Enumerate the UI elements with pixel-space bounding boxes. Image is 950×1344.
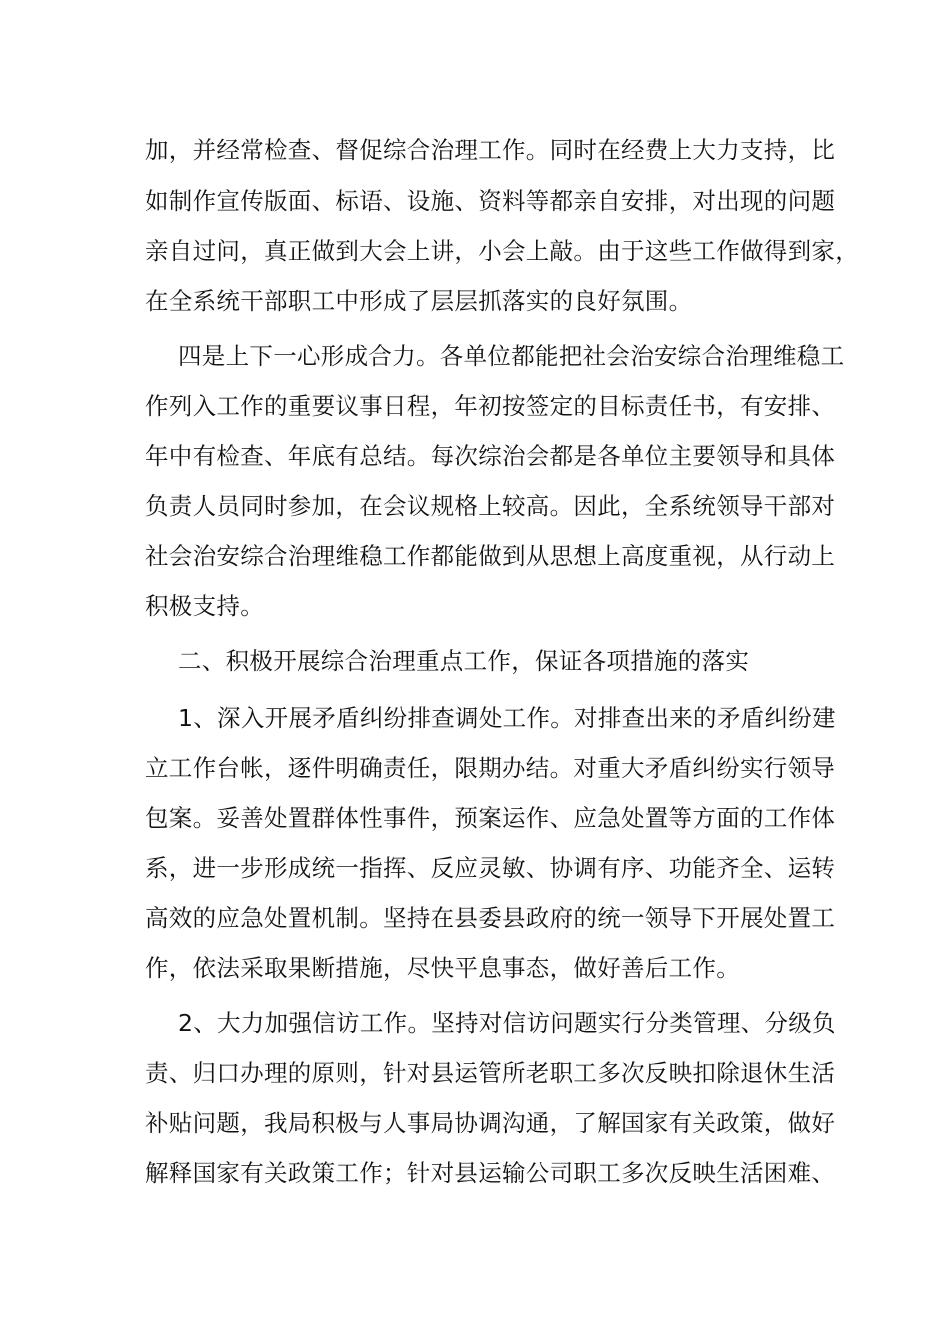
text-line-15: 系，进一步形成统一指挥、反应灵敏、协调有序、功能齐全、运转: [145, 854, 836, 882]
text-line-21: 解释国家有关政策工作；针对县运输公司职工多次反映生活困难、: [145, 1159, 836, 1187]
text-line-9: 社会治安综合治理维稳工作都能做到从思想上高度重视，从行动上: [145, 542, 836, 570]
section-heading: 二、积极开展综合治理重点工作，保证各项措施的落实: [178, 647, 750, 675]
text-line-5: 四是上下一心形成合力。各单位都能把社会治安综合治理维稳工: [178, 342, 845, 370]
text-line-18: 2、大力加强信访工作。坚持对信访问题实行分类管理、分级负: [178, 1009, 836, 1037]
text-line-12: 1、深入开展矛盾纠纷排查调处工作。对排查出来的矛盾纠纷建: [178, 704, 836, 732]
text-line-20: 补贴问题，我局积极与人事局协调沟通，了解国家有关政策，做好: [145, 1109, 836, 1137]
text-line-13: 立工作台帐，逐件明确责任，限期办结。对重大矛盾纠纷实行领导: [145, 754, 836, 782]
text-line-17: 作，依法采取果断措施，尽快平息事态，做好善后工作。: [145, 954, 740, 982]
text-line-1: 加，并经常检查、督促综合治理工作。同时在经费上大力支持，比: [145, 136, 836, 164]
text-line-3: 亲自过问，真正做到大会上讲，小会上敲。由于这些工作做得到家，: [145, 237, 859, 265]
text-line-7: 年中有检查、年底有总结。每次综治会都是各单位主要领导和具体: [145, 442, 836, 470]
text-line-8: 负责人员同时参加，在会议规格上较高。因此，全系统领导干部对: [145, 492, 836, 520]
text-line-6: 作列入工作的重要议事日程，年初按签定的目标责任书，有安排、: [145, 392, 836, 420]
text-line-10: 积极支持。: [145, 592, 264, 620]
text-line-2: 如制作宣传版面、标语、设施、资料等都亲自安排，对出现的问题: [145, 187, 836, 215]
text-line-14: 包案。妥善处置群体性事件，预案运作、应急处置等方面的工作体: [145, 804, 836, 832]
text-line-16: 高效的应急处置机制。坚持在县委县政府的统一领导下开展处置工: [145, 904, 836, 932]
text-line-19: 责、归口办理的原则，针对县运管所老职工多次反映扣除退休生活: [145, 1059, 836, 1087]
text-line-4: 在全系统干部职工中形成了层层抓落实的良好氛围。: [145, 287, 693, 315]
